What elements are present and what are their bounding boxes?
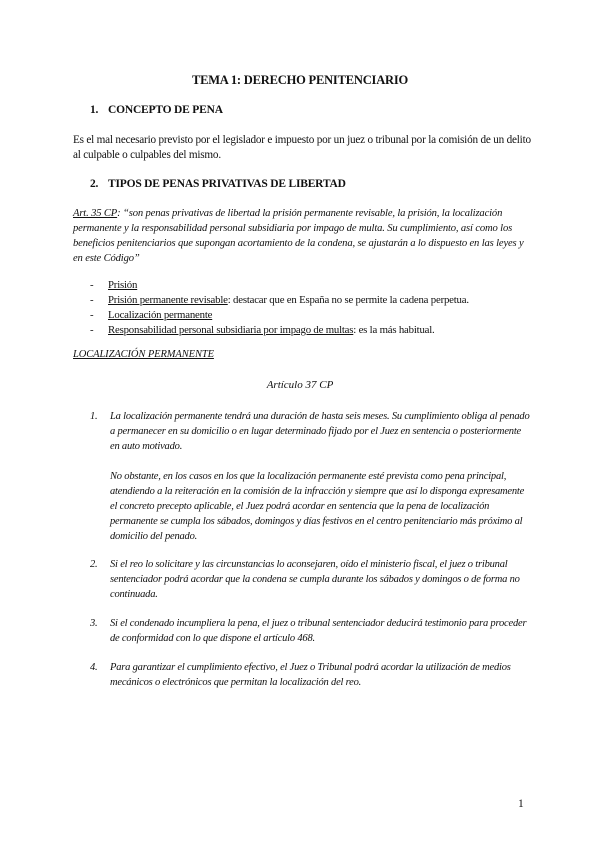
list-item: - Localización permanente [90,309,213,321]
page-number: 1 [518,798,524,810]
list-item: - Responsabilidad personal subsidiaria por impago de multas: es la más habitual. [90,324,435,336]
paragraph-text: Para garantizar el cumplimiento efectivo, el Juez o Tribunal podrá acordar la utilización de medios mecánicos o electrónicos que permitan la localización del reo. [110,662,511,688]
list-item-label: Prisión [108,279,138,291]
paragraph-number: 1. [90,411,98,422]
article-37-title: Artículo 37 CP [266,379,334,391]
article-reference: Art. 35 CP [73,208,118,219]
localizacion-section-label: LOCALIZACIÓN PERMANENTE [73,349,214,360]
article-paragraph-3 [90,616,530,646]
section-heading-text: CONCEPTO DE PENA [108,104,223,116]
article-paragraph-1b: No obstante, en los casos en los que la localización permanente esté prevista como pena principal, atendiendo a la reiteración en la comisión de la infracción y siempre que así lo disponga expresamente el concreto precepto aplicable, el Juez podrá acordar en sentencia que la pena de localización permanente se cumpla los sábados, domingos y días festivos en el centro penitenciario más próximo al domicilio del penado. [110,471,525,542]
list-item-label: Prisión permanente revisable [108,294,228,306]
section-number: 2. [90,178,99,190]
paragraph-text: La localización permanente tendrá una duración de hasta seis meses. Su cumplimiento obliga al penado a permanecer en su domicilio o en lugar determinado fijado por el Juez en sentencia o posteriormente en auto motivado. [110,411,530,452]
page-title: TEMA 1: DERECHO PENITENCIARIO [191,73,409,87]
list-item-label: Localización permanente [108,309,213,321]
list-item-note: : destacar que en España no se permite la cadena perpetua. [227,294,469,306]
quote-text: : “son penas privativas de libertad la prisión permanente revisable, la prisión, la localización permanente y la responsabilidad personal subsidiaria por impago de multa. Su cumplimiento, así como los beneficios penitenciarios que supongan acortamiento de la condena, se ajustarán a lo dispuesto en las leyes y en este Código” [73,208,524,264]
list-item: - Prisión [90,279,138,291]
section-heading-text: TIPOS DE PENAS PRIVATIVAS DE LIBERTAD [108,178,346,190]
section-heading-concepto [90,104,223,116]
paragraph-text: Si el condenado incumpliera la pena, el juez o tribunal sentenciador deducirá testimonio para proceder de conformidad con lo que dispone el artículo 468. [110,618,527,644]
definition-paragraph: Es el mal necesario previsto por el legislador e impuesto por un juez o tribunal por la comisión de un delito al culpable o culpables del mismo. [73,134,531,161]
article-35-quote [73,206,535,266]
paragraph-number: 2. [90,559,98,570]
article-paragraph-2 [90,557,530,602]
article-paragraph-4 [90,660,530,690]
section-heading-tipos [90,178,346,190]
paragraph-number: 3. [90,618,98,629]
list-item: - Prisión permanente revisable: destacar que en España no se permite la cadena perpetua. [90,294,469,306]
penas-list [90,278,469,338]
section-number: 1. [90,104,99,116]
paragraph-number: 4. [90,662,98,673]
list-item-label: Responsabilidad personal subsidiaria por impago de multas [108,324,354,336]
article-paragraph-1 [90,409,530,454]
paragraph-text: Si el reo lo solicitare y las circunstancias lo aconsejaren, oído el ministerio fiscal, el juez o tribunal sentenciador podrá acordar que la condena se cumpla durante los sábados y domingos o de forma no continuada. [110,559,520,600]
list-item-note: : es la más habitual. [353,324,435,336]
